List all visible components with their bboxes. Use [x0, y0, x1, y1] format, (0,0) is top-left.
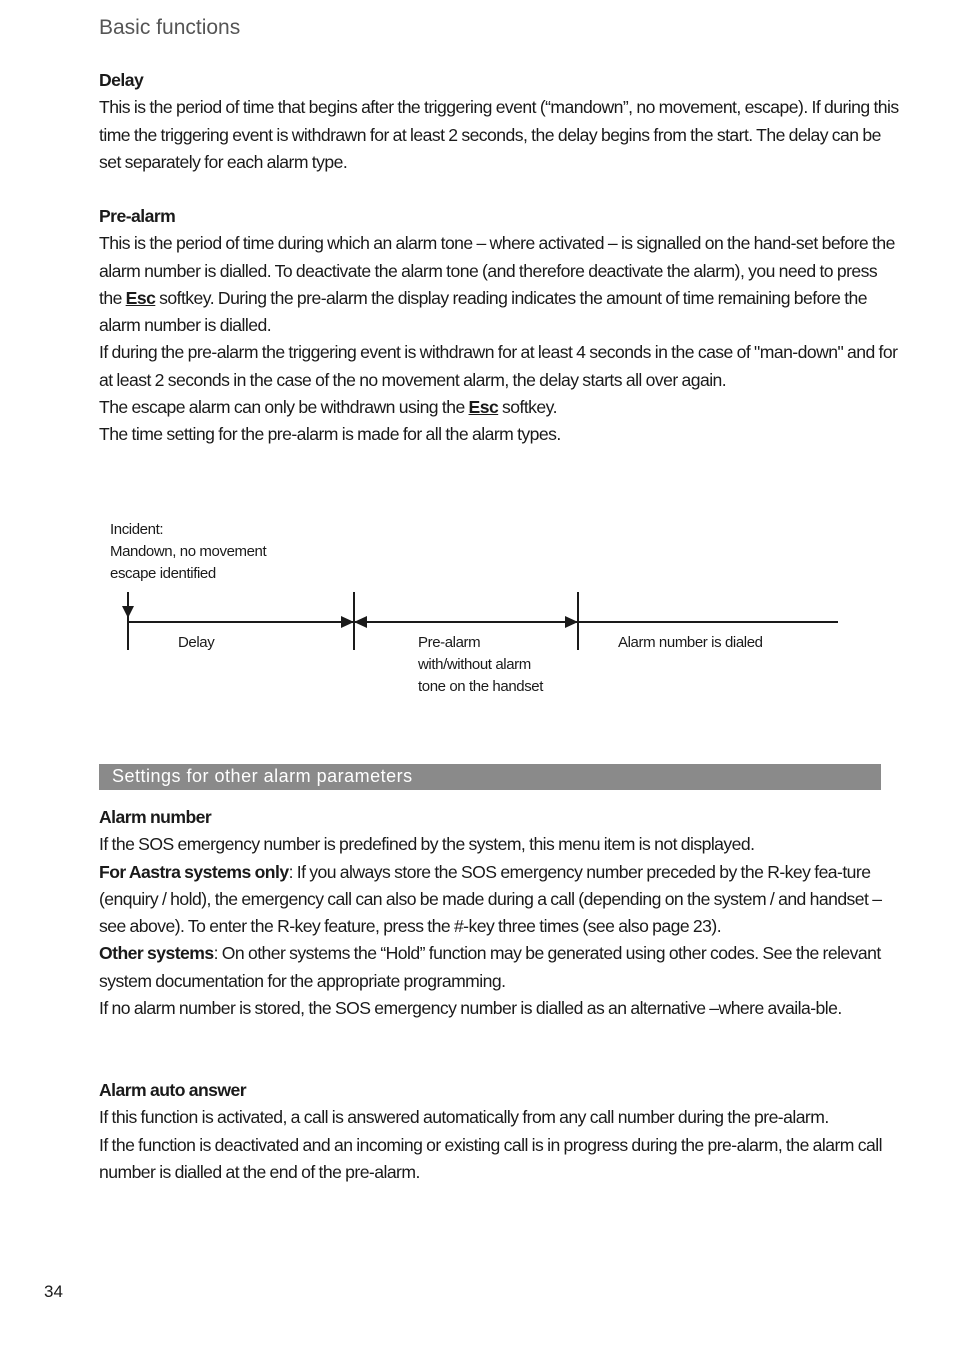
alarm-number-heading: Alarm number: [99, 807, 212, 827]
other-systems-label: Other systems: [99, 943, 214, 964]
prealarm-phase-line2: with/without alarm: [418, 656, 531, 673]
section-title-bar: [99, 764, 881, 790]
prealarm-p3-before: The escape alarm can only be withdrawn using the: [99, 397, 469, 418]
esc-softkey-label: Esc: [125, 287, 156, 308]
auto-answer-section: [99, 1077, 899, 1186]
prealarm-p1-before: This is the period of time during which an alarm tone – where activated – is signalled on the hand-set before the alarm number is dialled. To deactivate the alarm tone (and therefore deactivate the alarm), you need to press the: [99, 233, 895, 308]
prealarm-heading: Pre-alarm: [99, 206, 176, 226]
alarm-number-p3: : On other systems the “Hold” function may be generated using other codes. See the relevant system documentation for the appropriate programming.: [99, 943, 881, 991]
prealarm-p3-after: softkey.: [498, 397, 557, 418]
alarm-timeline-diagram: [0, 500, 954, 710]
esc-softkey-label-2: Esc: [468, 397, 499, 418]
auto-answer-p2: If the function is deactivated and an incoming or existing call is in progress during the pre-alarm, the alarm call number is dialled at the end of the pre-alarm.: [99, 1134, 882, 1182]
delay-heading: Delay: [99, 70, 144, 90]
alarm-number-p1: If the SOS emergency number is predefined by the system, this menu item is not displayed.: [99, 834, 755, 855]
dial-phase-label: Alarm number is dialed: [618, 634, 763, 651]
aastra-systems-label: For Aastra systems only: [99, 861, 289, 882]
page-header: Basic functions: [99, 16, 241, 39]
prealarm-p4: The time setting for the pre-alarm is made for all the alarm types.: [99, 424, 561, 445]
delay-text: This is the period of time that begins after the triggering event (“mandown”, no movement, escape). If during this time the triggering event is withdrawn for at least 2 seconds, the delay begins from the start. The delay can be set separately for each alarm type.: [99, 97, 899, 172]
prealarm-end-arrow-icon: [565, 616, 578, 628]
alarm-number-section: [99, 804, 899, 1022]
incident-label-line1: Incident:: [110, 521, 164, 538]
auto-answer-heading: Alarm auto answer: [99, 1080, 247, 1100]
auto-answer-p1: If this function is activated, a call is answered automatically from any call number during the pre-alarm.: [99, 1107, 829, 1128]
prealarm-p1-after: softkey. During the pre-alarm the display reading indicates the amount of time remaining before the alarm number is dialled.: [99, 287, 868, 336]
prealarm-phase-line1: Pre-alarm: [418, 634, 481, 651]
delay-arrow-icon: [341, 616, 354, 628]
delay-section: [99, 67, 899, 176]
alarm-number-p2: : If you always store the SOS emergency number preceded by the R-key fea-ture (enquiry / hold), the emergency call can also be made during a call (depending on the system / and handset – see above). To enter the R-key feature, press the #-key three times (see also page 23).: [99, 861, 882, 937]
prealarm-start-arrow-icon: [354, 616, 367, 628]
section-title: Settings for other alarm parameters: [112, 766, 413, 786]
prealarm-section: [99, 203, 899, 449]
prealarm-p2: If during the pre-alarm the triggering event is withdrawn for at least 4 seconds in the case of "man-down" and for at least 2 seconds in the case of the no movement alarm, the delay starts all over again.: [99, 342, 898, 390]
alarm-number-p4: If no alarm number is stored, the SOS emergency number is dialled as an alternative –where availa-ble.: [99, 998, 842, 1019]
page-number: 34: [44, 1282, 63, 1301]
incident-label-line2: Mandown, no movement: [110, 543, 267, 560]
delay-phase-label: Delay: [178, 634, 215, 651]
incident-label-line3: escape identified: [110, 565, 216, 582]
prealarm-phase-line3: tone on the handset: [418, 678, 544, 695]
incident-arrow-icon: [122, 606, 134, 618]
